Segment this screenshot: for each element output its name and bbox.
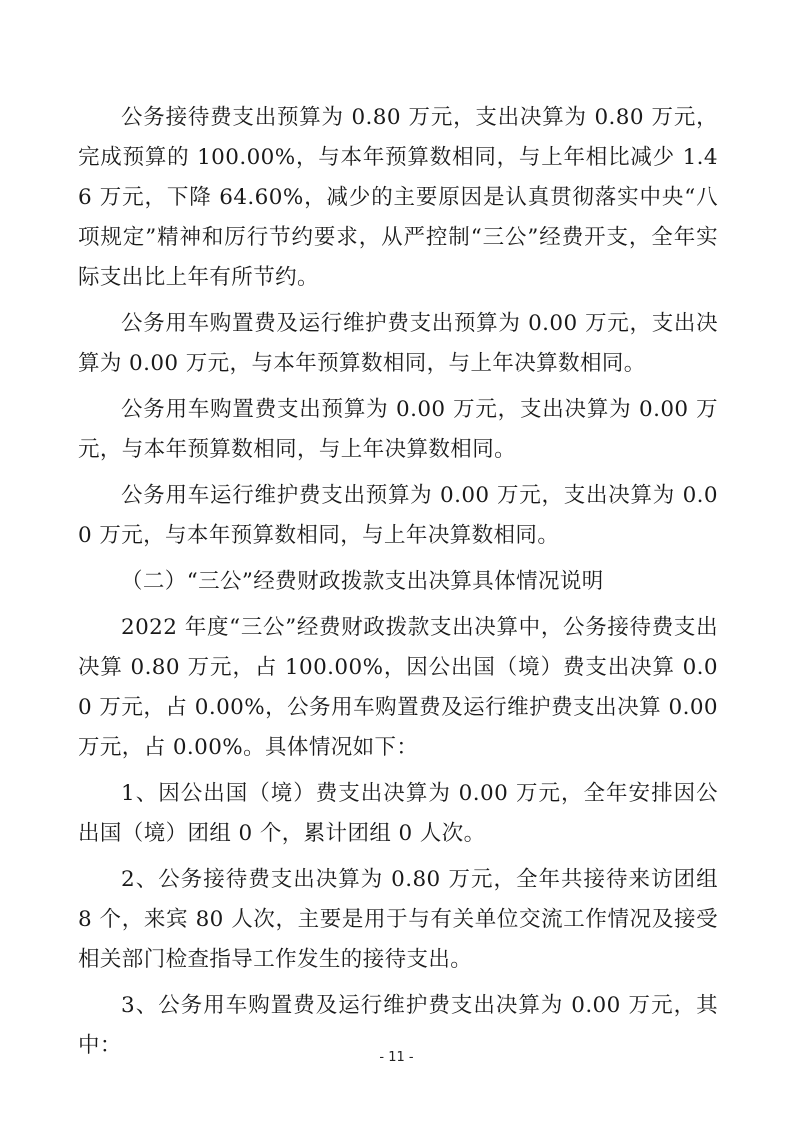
list-item-overseas: 1、因公出国（境）费支出决算为 0.00 万元，全年安排因公出国（境）团组 0 个，累计团组 0 人次。	[78, 781, 718, 846]
list-item-reception: 2、公务接待费支出决算为 0.80 万元，全年共接待来访团组 8 个，来宾 80 人次，主要是用于与有关单位交流工作情况及接受相关部门检查指导工作发生的接待支出。	[78, 867, 718, 972]
paragraph-vehicle-total: 公务用车购置费及运行维护费支出预算为 0.00 万元，支出决算为 0.00 万元，与本年预算数相同，与上年决算数相同。	[78, 311, 718, 376]
paragraph-reception-expense: 公务接待费支出预算为 0.80 万元，支出决算为 0.80 万元，完成预算的 100.00%，与本年预算数相同，与上年相比减少 1.46 万元，下降 64.60%，减少的主要原因是认真贯彻落实中央“八项规定”精神和厉行节约要求，从严控制“三公”经费开支，全年实际支出比上年有所节约。	[78, 105, 718, 290]
section-heading: （二）“三公”经费财政拨款支出决算具体情况说明	[121, 569, 604, 594]
list-item-vehicle: 3、公务用车购置费及运行维护费支出决算为 0.00 万元，其中：	[78, 993, 718, 1058]
paragraph-summary-2022: 2022 年度“三公”经费财政拨款支出决算中，公务接待费支出决算 0.80 万元，占 100.00%，因公出国（境）费支出决算 0.00 万元，占 0.00%，公务用车购置费及运行维护费支出决算 0.00 万元，占 0.00%。具体情况如下：	[78, 615, 718, 760]
document-page	[78, 98, 718, 1072]
page-number: - 11 -	[379, 1050, 414, 1065]
paragraph-vehicle-maintenance: 公务用车运行维护费支出预算为 0.00 万元，支出决算为 0.00 万元，与本年预算数相同，与上年决算数相同。	[78, 483, 718, 548]
paragraph-vehicle-purchase: 公务用车购置费支出预算为 0.00 万元，支出决算为 0.00 万元，与本年预算数相同，与上年决算数相同。	[78, 397, 718, 462]
